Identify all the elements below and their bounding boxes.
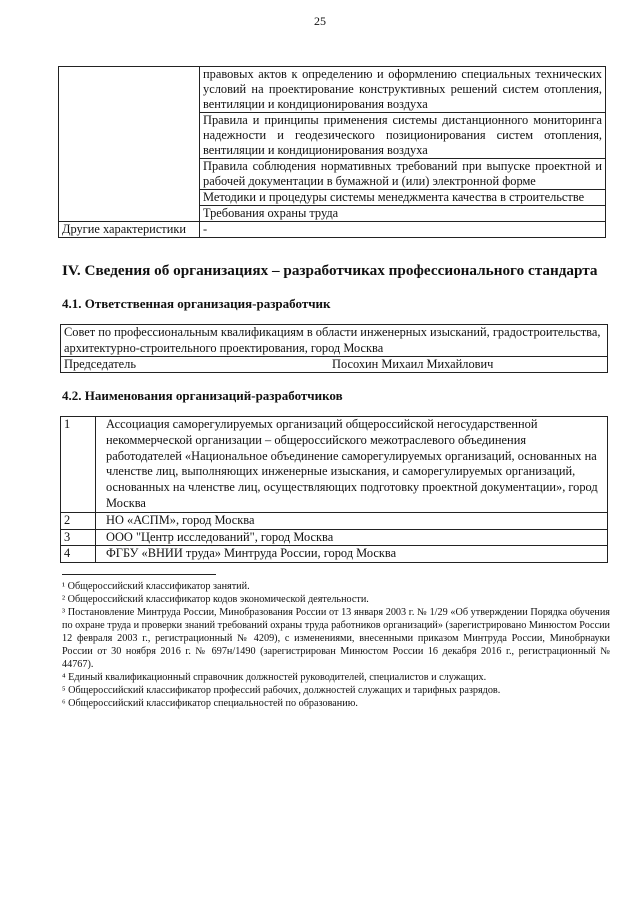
- section-title: IV. Сведения об организациях – разработчиках профессионального стандарта: [62, 262, 598, 279]
- org-name: НО «АСПМ», город Москва: [96, 512, 608, 529]
- other-characteristics-label: Другие характеристики: [59, 222, 200, 238]
- knowledge-table: [58, 66, 606, 238]
- responsible-org-table: [60, 324, 608, 373]
- other-characteristics-value: -: [200, 222, 606, 238]
- org-name: ФГБУ «ВНИИ труда» Минтруда России, город Москва: [96, 546, 608, 563]
- table-cell: правовых актов к определению и оформлению специальных технических условий на проектирование конструктивных решений систем отопления, вентиляции и кондиционирования воздуха: [200, 67, 606, 113]
- table-cell: Правила соблюдения нормативных требований при выпуске проектной и рабочей документации в бумажной и (или) электронной форме: [200, 159, 606, 190]
- empty-label-cell: [59, 67, 200, 222]
- footnote: ¹ Общероссийский классификатор занятий.: [62, 581, 250, 592]
- chair-cell: [61, 357, 608, 373]
- footnote: ⁴ Единый квалификационный справочник должностей руководителей, специалистов и служащих.: [62, 672, 487, 683]
- footnote: ⁶ Общероссийский классификатор специальностей по образованию.: [62, 698, 358, 709]
- subsection-title-responsible: 4.1. Ответственная организация-разработчик: [62, 296, 331, 311]
- table-row: [61, 546, 608, 563]
- footnotes: [62, 580, 610, 710]
- org-name-cell: Совет по профессиональным квалификациям в области инженерных изысканий, градостроительства, архитектурно-строительного проектирования, город Москва: [61, 325, 608, 357]
- chair-label: Председатель: [64, 357, 137, 371]
- subsection-title-developers: 4.2. Наименования организаций-разработчиков: [62, 388, 343, 403]
- table-row: [61, 357, 608, 373]
- table-row: [61, 529, 608, 546]
- org-name: ООО "Центр исследований", город Москва: [96, 529, 608, 546]
- row-number: 2: [61, 512, 96, 529]
- table-row: [59, 67, 606, 113]
- chair-name: Посохин Михаил Михайлович: [332, 357, 494, 371]
- footnote: ⁵ Общероссийский классификатор профессий рабочих, должностей служащих и тарифных разрядов.: [62, 685, 501, 696]
- footnote: ² Общероссийский классификатор кодов экономической деятельности.: [62, 594, 369, 605]
- table-row: [61, 325, 608, 357]
- table-row: [59, 222, 606, 238]
- table-cell: Требования охраны труда: [200, 206, 606, 222]
- row-number: 3: [61, 529, 96, 546]
- org-name: Ассоциация саморегулируемых организаций общероссийской негосударственной некоммерческой организации – общероссийского межотраслевого объединения работодателей «Национальное объединение саморегулируемых организаций, основанных на членстве лиц, выполняющих инженерные изыскания, и саморегулируемых организаций, основанных на членстве лиц, осуществляющих подготовку проектной документации», город Москва: [96, 417, 608, 513]
- developer-orgs-table: [60, 416, 608, 563]
- table-row: [61, 512, 608, 529]
- row-number: 1: [61, 417, 96, 513]
- table-row: [61, 417, 608, 513]
- chair-line: [64, 357, 604, 372]
- table-cell: Правила и принципы применения системы дистанционного мониторинга надежности и геодезического позиционирования систем отопления, вентиляции и кондиционирования воздуха: [200, 113, 606, 159]
- page-number: 25: [314, 14, 326, 28]
- footnote-separator: [62, 574, 216, 575]
- footnote: ³ Постановление Минтруда России, Минобразования России от 13 января 2003 г. № 1/29 «Об утверждении Порядка обучения по охране труда и проверки знаний требований охраны труда работников организаций» (зарегистрировано Минюстом России 12 февраля 2003 г., регистрационный № 4209), с изменениями, внесенными приказом Минтруда России, Минобрнауки России от 30 ноября 2016 г. № 697н/1490 (зарегистрирован Минюстом России 16 декабря 2016 г., регистрационный № 44767).: [62, 607, 610, 670]
- row-number: 4: [61, 546, 96, 563]
- table-cell: Методики и процедуры системы менеджмента качества в строительстве: [200, 190, 606, 206]
